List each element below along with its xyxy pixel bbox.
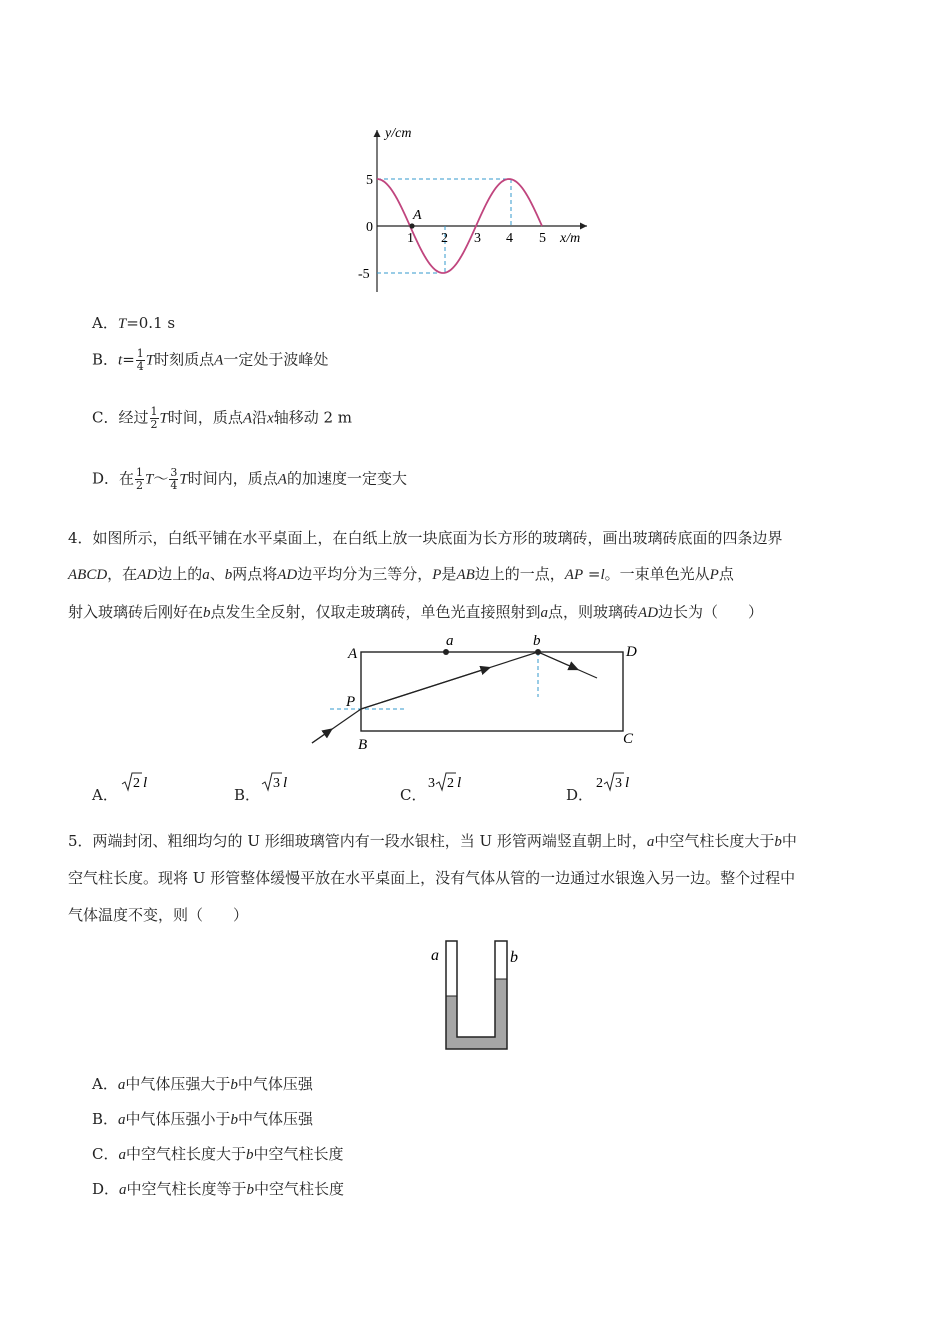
brick-rectangle	[361, 652, 623, 731]
u-tube-figure	[420, 935, 530, 1055]
svg-text:3: 3	[273, 776, 280, 791]
q5-option-d: D．a中空气柱长度等于b中空气柱长度	[92, 1180, 345, 1198]
fraction-three-quarters: $\frac{3}{4}$	[170, 466, 178, 492]
q3-option-d: D．在 $\frac{1}{2}$ T～ $\frac{3}{4}$ T时间内，质点A的加速度一定变大	[92, 466, 407, 492]
q5-option-a: A．a中气体压强大于b中气体压强	[92, 1075, 313, 1093]
label-c-corner: C	[623, 731, 634, 747]
fraction-one-half: $\frac{1}{2}$	[150, 405, 158, 431]
point-a-dot	[443, 649, 449, 655]
svg-text:3: 3	[428, 776, 435, 791]
y-tick-5: 5	[366, 173, 373, 188]
y-axis-label: y/cm	[385, 126, 412, 141]
label-p: P	[346, 694, 356, 710]
q5-option-b: B．a中气体压强小于b中气体压强	[92, 1110, 314, 1128]
label-a-tube: a	[431, 947, 439, 964]
q3-option-a: A．T=0.1 s	[92, 314, 176, 332]
x-axis-label: x/m	[560, 231, 581, 246]
svg-text:2: 2	[596, 776, 603, 791]
svg-text:2: 2	[133, 776, 140, 791]
svg-text:3: 3	[615, 776, 622, 791]
fraction-one-quarter: $\frac{1}{4}$	[136, 347, 144, 373]
glass-brick-figure	[300, 625, 650, 755]
q4-line-3: 射入玻璃砖后刚好在b点发生全反射，仅取走玻璃砖，单色光直接照射到a点，则玻璃砖AD边长为（ ）	[68, 603, 764, 621]
label-a-corner: A	[348, 646, 358, 662]
svg-text:l: l	[457, 775, 462, 791]
radical-2sqrt3-l	[594, 770, 644, 796]
q3-option-c: C．经过 $\frac{1}{2}$ T时间，质点A沿x轴移动 2 m	[92, 405, 353, 431]
x-tick-5: 5	[539, 231, 546, 246]
point-a-dot	[409, 223, 414, 228]
q5-line-2: 空气柱长度。现将 U 形管整体缓慢平放在水平桌面上，没有气体从管的一边通过水银逸入另一边。整个过程中	[68, 869, 796, 887]
svg-text:l: l	[143, 775, 148, 791]
svg-text:l: l	[625, 775, 630, 791]
refracted-arrow	[361, 668, 490, 710]
radical-sqrt3-l	[260, 770, 300, 796]
x-tick-1: 1	[407, 231, 414, 246]
label-b-tube: b	[510, 949, 518, 966]
radical-sqrt2-l	[120, 770, 160, 796]
point-b-dot	[535, 649, 541, 655]
y-tick-neg5: -5	[358, 267, 370, 282]
label-b-point: b	[533, 633, 541, 649]
x-tick-2: 2	[441, 231, 448, 246]
svg-text:l: l	[283, 775, 288, 791]
x-tick-3: 3	[474, 231, 481, 246]
label-b-corner: B	[358, 737, 368, 753]
x-tick-4: 4	[506, 231, 513, 246]
fraction-one-half: $\frac{1}{2}$	[136, 466, 144, 492]
label-a-point: a	[446, 633, 454, 649]
incident-arrow	[312, 729, 332, 743]
q5-line-3: 气体温度不变，则（ ）	[68, 906, 249, 924]
svg-text:2: 2	[447, 776, 454, 791]
wave-figure	[355, 120, 605, 300]
q4-line-2: ABCD，在AD边上的a、b两点将AD边平均分为三等分，P是AB边上的一点，AP =l。一束单色光从P点	[68, 565, 734, 583]
radical-3sqrt2-l	[426, 770, 476, 796]
q3-option-b: B．t= $\frac{1}{4}$ T时刻质点A一定处于波峰处	[92, 347, 329, 373]
q5-option-c: C．a中空气柱长度大于b中空气柱长度	[92, 1145, 344, 1163]
point-a-label: A	[413, 208, 422, 223]
q4-line-1: 4．如图所示，白纸平铺在水平桌面上，在白纸上放一块底面为长方形的玻璃砖，画出玻璃砖底面的四条边界	[68, 529, 783, 547]
q5-line-1: 5．两端封闭、粗细均匀的 U 形细玻璃管内有一段水银柱，当 U 形管两端竖直朝上时，a中空气柱长度大于b中	[68, 832, 797, 850]
y-tick-0: 0	[366, 220, 373, 235]
mercury-column	[446, 979, 507, 1049]
label-d-corner: D	[626, 644, 637, 660]
reflected-arrow	[538, 652, 578, 670]
